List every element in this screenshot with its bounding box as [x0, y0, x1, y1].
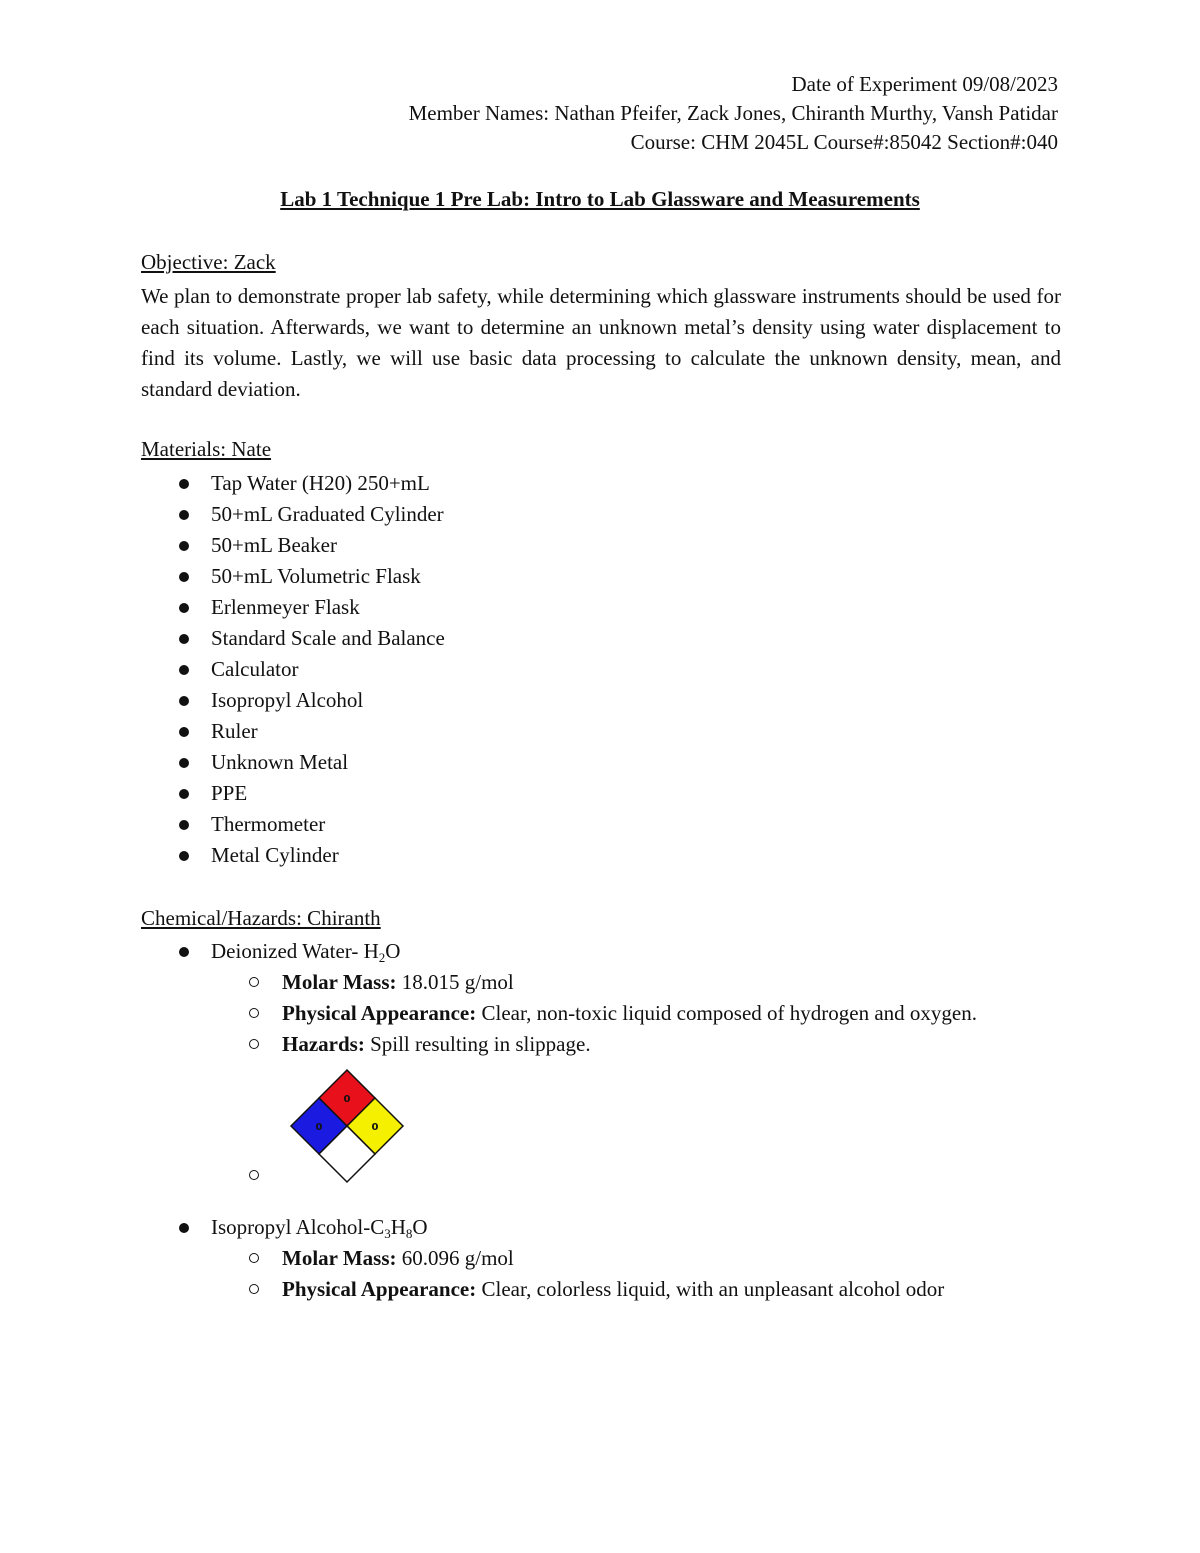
water-nfpa-row: [141, 1060, 1002, 1200]
bullet-icon: [179, 820, 189, 830]
list-item: 50+mL Beaker: [141, 530, 445, 561]
list-item: PPE: [141, 778, 445, 809]
ipa-molar-mass: Molar Mass: 60.096 g/mol: [141, 1243, 1002, 1274]
list-item: Thermometer: [141, 809, 445, 840]
materials-list: [141, 468, 445, 871]
bullet-icon: [179, 541, 189, 551]
materials-heading: Materials: Nate: [141, 437, 272, 461]
bullet-icon: [179, 634, 189, 644]
chemicals-list: [141, 936, 1002, 1305]
circle-bullet-icon: [249, 1039, 259, 1049]
bullet-icon: [179, 603, 189, 613]
chemical-water: Deionized Water- H2O: [141, 936, 1002, 967]
list-item: Isopropyl Alcohol: [141, 685, 445, 716]
bullet-icon: [179, 727, 189, 737]
bullet-icon: [179, 947, 189, 957]
list-item: Tap Water (H20) 250+mL: [141, 468, 445, 499]
circle-bullet-icon: [249, 1284, 259, 1294]
document-title: Lab 1 Technique 1 Pre Lab: Intro to Lab Glassware and Measurements: [280, 187, 920, 211]
bullet-icon: [179, 789, 189, 799]
water-hazards: Hazards: Spill resulting in slippage.: [141, 1029, 1002, 1060]
member-names: Member Names: Nathan Pfeifer, Zack Jones, Chiranth Murthy, Vansh Patidar: [408, 101, 1058, 125]
bullet-icon: [179, 665, 189, 675]
list-item: Unknown Metal: [141, 747, 445, 778]
objective-heading: Objective: Zack: [141, 250, 276, 274]
list-item: 50+mL Graduated Cylinder: [141, 499, 445, 530]
chemicals-heading: Chemical/Hazards: Chiranth: [141, 906, 381, 930]
bullet-icon: [179, 479, 189, 489]
experiment-date: Date of Experiment 09/08/2023: [791, 72, 1058, 96]
list-item: Erlenmeyer Flask: [141, 592, 445, 623]
circle-bullet-icon: [249, 1008, 259, 1018]
circle-bullet-icon: [249, 1170, 259, 1180]
nfpa-health: 0: [315, 1122, 323, 1133]
circle-bullet-icon: [249, 977, 259, 987]
bullet-icon: [179, 1223, 189, 1233]
bullet-icon: [179, 696, 189, 706]
list-item: Calculator: [141, 654, 445, 685]
nfpa-flammability: 0: [343, 1094, 351, 1105]
list-item: Standard Scale and Balance: [141, 623, 445, 654]
list-item: 50+mL Volumetric Flask: [141, 561, 445, 592]
water-molar-mass: Molar Mass: 18.015 g/mol: [141, 967, 1002, 998]
circle-bullet-icon: [249, 1253, 259, 1263]
bullet-icon: [179, 572, 189, 582]
bullet-icon: [179, 851, 189, 861]
nfpa-instability: 0: [371, 1122, 379, 1133]
course-info: Course: CHM 2045L Course#:85042 Section#:040: [630, 130, 1058, 154]
bullet-icon: [179, 510, 189, 520]
objective-text: We plan to demonstrate proper lab safety, while determining which glassware instruments should be used for each situation. Afterwards, we want to determine an unknown metal’s density using water displacement to find its volume. Lastly, we will use basic data processing to calculate the unknown density, mean, and standard deviation.: [141, 284, 1061, 401]
ipa-appearance: Physical Appearance: Clear, colorless liquid, with an unpleasant alcohol odor: [141, 1274, 1002, 1305]
chemical-isopropyl-alcohol: Isopropyl Alcohol-C3H8O: [141, 1212, 1002, 1243]
document-header: [409, 70, 1058, 157]
water-appearance: Physical Appearance: Clear, non-toxic liquid composed of hydrogen and oxygen.: [141, 998, 1002, 1029]
list-item: Ruler: [141, 716, 445, 747]
bullet-icon: [179, 758, 189, 768]
list-item: Metal Cylinder: [141, 840, 445, 871]
nfpa-diamond-icon: [289, 1068, 405, 1184]
